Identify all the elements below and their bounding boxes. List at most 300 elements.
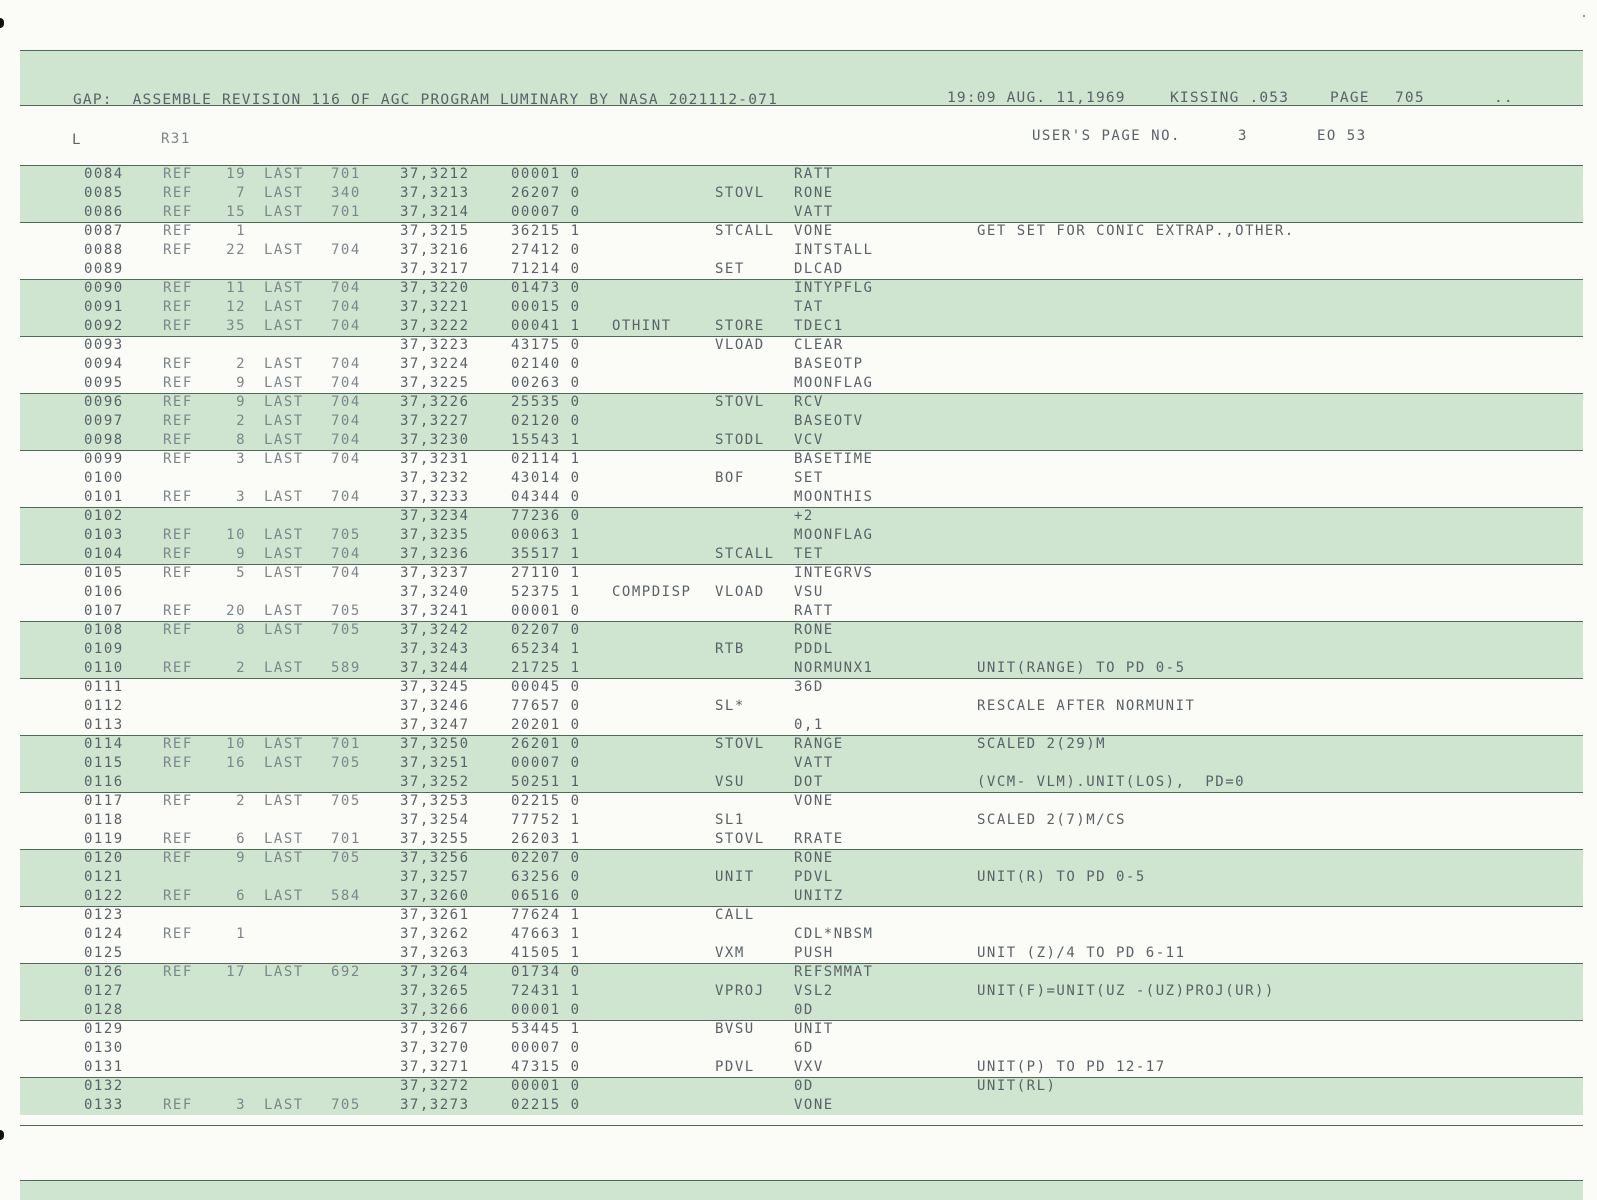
cell-line: 0087 (84, 223, 124, 239)
cell-page: 705 (331, 755, 361, 771)
cell-word: 41505 1 (511, 945, 581, 961)
cell-operand: REFSMMAT (794, 964, 874, 980)
cell-operand: VSU (794, 584, 824, 600)
cell-last: LAST (264, 831, 304, 847)
header-page-number: 705 (1395, 90, 1425, 106)
cell-last: LAST (264, 850, 304, 866)
cell-count: 15 (226, 204, 246, 220)
header-title: GAP: ASSEMBLE REVISION 116 OF AGC PROGRAM LUMINARY BY NASA 2021112-071 (73, 92, 779, 108)
cell-ref: REF (163, 546, 193, 562)
cell-word: 00041 1 (511, 318, 581, 334)
cell-addr: 37,3235 (400, 527, 470, 543)
cell-last: LAST (264, 603, 304, 619)
cell-page: 704 (331, 280, 361, 296)
cell-word: 53445 1 (511, 1021, 581, 1037)
cell-ref: REF (163, 964, 193, 980)
cell-count: 11 (226, 280, 246, 296)
cell-line: 0127 (84, 983, 124, 999)
cell-last: LAST (264, 755, 304, 771)
cell-ref: REF (163, 375, 193, 391)
cell-count: 19 (226, 166, 246, 182)
cell-addr: 37,3220 (400, 280, 470, 296)
cell-ref: REF (163, 356, 193, 372)
table-row (0, 412, 1597, 431)
cell-count: 9 (236, 375, 246, 391)
cell-last: LAST (264, 622, 304, 638)
table-row (0, 203, 1597, 222)
cell-addr: 37,3243 (400, 641, 470, 657)
cell-addr: 37,3213 (400, 185, 470, 201)
cell-count: 8 (236, 432, 246, 448)
cell-addr: 37,3234 (400, 508, 470, 524)
cell-addr: 37,3230 (400, 432, 470, 448)
cell-line: 0091 (84, 299, 124, 315)
cell-addr: 37,3257 (400, 869, 470, 885)
cell-addr: 37,3215 (400, 223, 470, 239)
eo-label: EO 53 (1317, 128, 1367, 144)
cell-addr: 37,3256 (400, 850, 470, 866)
cell-page: 705 (331, 603, 361, 619)
cell-page: 340 (331, 185, 361, 201)
cell-addr: 37,3221 (400, 299, 470, 315)
cell-operand: INTEGRVS (794, 565, 874, 581)
subheader-section: R31 (161, 131, 191, 147)
cell-word: 43014 0 (511, 470, 581, 486)
cell-addr: 37,3232 (400, 470, 470, 486)
cell-count: 12 (226, 299, 246, 315)
cell-line: 0097 (84, 413, 124, 429)
cell-operand: MOONTHIS (794, 489, 874, 505)
cell-last: LAST (264, 489, 304, 505)
cell-addr: 37,3265 (400, 983, 470, 999)
cell-word: 00001 0 (511, 603, 581, 619)
header-page-label: PAGE (1330, 90, 1370, 106)
cell-word: 26203 1 (511, 831, 581, 847)
cell-ref: REF (163, 299, 193, 315)
table-row (0, 222, 1597, 241)
cell-word: 00007 0 (511, 755, 581, 771)
table-row (0, 925, 1597, 944)
cell-count: 20 (226, 603, 246, 619)
cell-page: 704 (331, 394, 361, 410)
cell-addr: 37,3262 (400, 926, 470, 942)
cell-opcode: VLOAD (715, 584, 765, 600)
cell-line: 0124 (84, 926, 124, 942)
table-row (0, 811, 1597, 830)
cell-line: 0125 (84, 945, 124, 961)
cell-last: LAST (264, 451, 304, 467)
cell-word: 27412 0 (511, 242, 581, 258)
cell-opcode: SL1 (715, 812, 745, 828)
cell-word: 15543 1 (511, 432, 581, 448)
cell-line: 0117 (84, 793, 124, 809)
cell-last: LAST (264, 375, 304, 391)
table-row (0, 621, 1597, 640)
cell-operand: 0D (794, 1002, 814, 1018)
table-row (0, 659, 1597, 678)
cell-comment: RESCALE AFTER NORMUNIT (977, 698, 1196, 714)
cell-page: 705 (331, 622, 361, 638)
cell-line: 0090 (84, 280, 124, 296)
cell-word: 00263 0 (511, 375, 581, 391)
cell-line: 0102 (84, 508, 124, 524)
cell-addr: 37,3212 (400, 166, 470, 182)
cell-operand: VONE (794, 223, 834, 239)
table-row (0, 469, 1597, 488)
users-page-number: 3 (1238, 128, 1248, 144)
cell-comment: UNIT(RL) (977, 1078, 1057, 1094)
cell-addr: 37,3260 (400, 888, 470, 904)
cell-ref: REF (163, 394, 193, 410)
cell-page: 704 (331, 432, 361, 448)
table-row (0, 754, 1597, 773)
cell-comment: UNIT(F)=UNIT(UZ -(UZ)PROJ(UR)) (977, 983, 1275, 999)
cell-last: LAST (264, 413, 304, 429)
cell-operand: 0,1 (794, 717, 824, 733)
table-row (0, 697, 1597, 716)
table-row (0, 260, 1597, 279)
cell-page: 705 (331, 850, 361, 866)
cell-line: 0104 (84, 546, 124, 562)
cell-operand: PUSH (794, 945, 834, 961)
cell-count: 16 (226, 755, 246, 771)
cell-page: 704 (331, 451, 361, 467)
cell-ref: REF (163, 223, 193, 239)
cell-line: 0122 (84, 888, 124, 904)
cell-operand: RONE (794, 622, 834, 638)
cell-line: 0106 (84, 584, 124, 600)
cell-ref: REF (163, 926, 193, 942)
header-kissing: KISSING .053 (1170, 90, 1290, 106)
cell-word: 01473 0 (511, 280, 581, 296)
cell-ref: REF (163, 280, 193, 296)
cell-addr: 37,3246 (400, 698, 470, 714)
table-row (0, 393, 1597, 412)
cell-count: 17 (226, 964, 246, 980)
cell-word: 43175 0 (511, 337, 581, 353)
table-row (0, 317, 1597, 336)
cell-addr: 37,3225 (400, 375, 470, 391)
header-top-rule (20, 50, 1583, 51)
cell-addr: 37,3217 (400, 261, 470, 277)
cell-line: 0131 (84, 1059, 124, 1075)
cell-addr: 37,3244 (400, 660, 470, 676)
table-row (0, 507, 1597, 526)
cell-count: 3 (236, 489, 246, 505)
cell-operand: BASEOTV (794, 413, 864, 429)
table-row (0, 640, 1597, 659)
cell-word: 27110 1 (511, 565, 581, 581)
cell-comment: GET SET FOR CONIC EXTRAP.,OTHER. (977, 223, 1295, 239)
cell-word: 26201 0 (511, 736, 581, 752)
cell-ref: REF (163, 1097, 193, 1113)
cell-word: 35517 1 (511, 546, 581, 562)
cell-ref: REF (163, 413, 193, 429)
cell-ref: REF (163, 204, 193, 220)
cell-operand: RRATE (794, 831, 844, 847)
cell-addr: 37,3233 (400, 489, 470, 505)
cell-addr: 37,3264 (400, 964, 470, 980)
cell-last: LAST (264, 964, 304, 980)
table-row (0, 963, 1597, 982)
table-row (0, 184, 1597, 203)
cell-word: 02215 0 (511, 793, 581, 809)
cell-addr: 37,3245 (400, 679, 470, 695)
cell-ref: REF (163, 432, 193, 448)
cell-line: 0133 (84, 1097, 124, 1113)
cell-word: 77657 0 (511, 698, 581, 714)
cell-comment: SCALED 2(29)M (977, 736, 1107, 752)
cell-comment: UNIT (Z)/4 TO PD 6-11 (977, 945, 1186, 961)
cell-word: 00045 0 (511, 679, 581, 695)
cell-line: 0089 (84, 261, 124, 277)
cell-addr: 37,3263 (400, 945, 470, 961)
table-row (0, 716, 1597, 735)
cell-count: 8 (236, 622, 246, 638)
cell-count: 2 (236, 660, 246, 676)
cell-opcode: STOVL (715, 394, 765, 410)
cell-ref: REF (163, 242, 193, 258)
cell-page: 589 (331, 660, 361, 676)
cell-line: 0116 (84, 774, 124, 790)
cell-word: 02140 0 (511, 356, 581, 372)
cell-word: 71214 0 (511, 261, 581, 277)
cell-operand: RATT (794, 603, 834, 619)
cell-operand: RANGE (794, 736, 844, 752)
cell-comment: UNIT(RANGE) TO PD 0-5 (977, 660, 1186, 676)
cell-opcode: STODL (715, 432, 765, 448)
cell-addr: 37,3240 (400, 584, 470, 600)
table-row (0, 165, 1597, 184)
table-row (0, 773, 1597, 792)
cell-ref: REF (163, 793, 193, 809)
cell-last: LAST (264, 736, 304, 752)
cell-operand: SET (794, 470, 824, 486)
cell-operand: VCV (794, 432, 824, 448)
header-timestamp: 19:09 AUG. 11,1969 (947, 90, 1126, 106)
cell-ref: REF (163, 603, 193, 619)
cell-count: 3 (236, 1097, 246, 1113)
cell-operand: VSL2 (794, 983, 834, 999)
cell-line: 0096 (84, 394, 124, 410)
cell-addr: 37,3273 (400, 1097, 470, 1113)
cell-opcode: VLOAD (715, 337, 765, 353)
cell-addr: 37,3223 (400, 337, 470, 353)
table-row (0, 906, 1597, 925)
cell-count: 35 (226, 318, 246, 334)
cell-count: 1 (236, 223, 246, 239)
cell-operand: 6D (794, 1040, 814, 1056)
cell-page: 704 (331, 356, 361, 372)
cell-ref: REF (163, 489, 193, 505)
cell-ref: REF (163, 318, 193, 334)
cell-word: 52375 1 (511, 584, 581, 600)
cell-word: 63256 0 (511, 869, 581, 885)
cell-ref: REF (163, 622, 193, 638)
cell-word: 25535 0 (511, 394, 581, 410)
table-row (0, 868, 1597, 887)
cell-line: 0086 (84, 204, 124, 220)
cell-addr: 37,3224 (400, 356, 470, 372)
listing-end-rule (20, 1125, 1583, 1126)
cell-ref: REF (163, 527, 193, 543)
cell-word: 00007 0 (511, 1040, 581, 1056)
cell-addr: 37,3222 (400, 318, 470, 334)
cell-line: 0112 (84, 698, 124, 714)
cell-page: 704 (331, 489, 361, 505)
cell-count: 22 (226, 242, 246, 258)
cell-addr: 37,3251 (400, 755, 470, 771)
cell-last: LAST (264, 1097, 304, 1113)
cell-operand: UNIT (794, 1021, 834, 1037)
cell-operand: NORMUNX1 (794, 660, 874, 676)
cell-count: 6 (236, 888, 246, 904)
cell-last: LAST (264, 888, 304, 904)
cell-operand: UNITZ (794, 888, 844, 904)
cell-line: 0132 (84, 1078, 124, 1094)
cell-ref: REF (163, 850, 193, 866)
cell-addr: 37,3271 (400, 1059, 470, 1075)
cell-word: 47663 1 (511, 926, 581, 942)
cell-page: 704 (331, 242, 361, 258)
table-row (0, 982, 1597, 1001)
cell-addr: 37,3261 (400, 907, 470, 923)
table-row (0, 1058, 1597, 1077)
cell-addr: 37,3252 (400, 774, 470, 790)
cell-ref: REF (163, 755, 193, 771)
cell-opcode: VXM (715, 945, 745, 961)
cell-addr: 37,3226 (400, 394, 470, 410)
cell-addr: 37,3237 (400, 565, 470, 581)
table-row (0, 564, 1597, 583)
cell-line: 0099 (84, 451, 124, 467)
cell-opcode: STOVL (715, 736, 765, 752)
cell-page: 584 (331, 888, 361, 904)
cell-page: 701 (331, 831, 361, 847)
cell-line: 0101 (84, 489, 124, 505)
cell-operand: PDDL (794, 641, 834, 657)
cell-operand: VATT (794, 755, 834, 771)
cell-opcode: STOVL (715, 831, 765, 847)
cell-comment: UNIT(R) TO PD 0-5 (977, 869, 1146, 885)
cell-page: 704 (331, 565, 361, 581)
cell-operand: 0D (794, 1078, 814, 1094)
cell-line: 0128 (84, 1002, 124, 1018)
cell-word: 00001 0 (511, 1002, 581, 1018)
table-row (0, 355, 1597, 374)
cell-last: LAST (264, 660, 304, 676)
cell-word: 77624 1 (511, 907, 581, 923)
users-page-label: USER'S PAGE NO. (1032, 128, 1181, 144)
cell-label: COMPDISP (612, 584, 692, 600)
cell-page: 705 (331, 527, 361, 543)
subheader-left-code: L (72, 132, 82, 148)
cell-last: LAST (264, 356, 304, 372)
table-row (0, 1039, 1597, 1058)
cell-last: LAST (264, 432, 304, 448)
cell-ref: REF (163, 831, 193, 847)
cell-operand: INTYPFLG (794, 280, 874, 296)
table-row (0, 336, 1597, 355)
cell-operand: VATT (794, 204, 834, 220)
cell-word: 20201 0 (511, 717, 581, 733)
cell-last: LAST (264, 394, 304, 410)
cell-line: 0114 (84, 736, 124, 752)
cell-addr: 37,3266 (400, 1002, 470, 1018)
cell-opcode: STCALL (715, 223, 775, 239)
cell-count: 10 (226, 736, 246, 752)
cell-page: 692 (331, 964, 361, 980)
cell-operand: MOONFLAG (794, 527, 874, 543)
cell-addr: 37,3236 (400, 546, 470, 562)
cell-line: 0123 (84, 907, 124, 923)
cell-ref: REF (163, 185, 193, 201)
cell-comment: SCALED 2(7)M/CS (977, 812, 1126, 828)
table-row (0, 450, 1597, 469)
cell-line: 0103 (84, 527, 124, 543)
table-row (0, 241, 1597, 260)
cell-addr: 37,3247 (400, 717, 470, 733)
cell-word: 77752 1 (511, 812, 581, 828)
cell-ref: REF (163, 736, 193, 752)
cell-line: 0115 (84, 755, 124, 771)
cell-line: 0085 (84, 185, 124, 201)
table-row (0, 526, 1597, 545)
cell-count: 10 (226, 527, 246, 543)
cell-comment: UNIT(P) TO PD 12-17 (977, 1059, 1166, 1075)
cell-operand: +2 (794, 508, 814, 524)
cell-word: 01734 0 (511, 964, 581, 980)
cell-addr: 37,3250 (400, 736, 470, 752)
cell-operand: CLEAR (794, 337, 844, 353)
cell-ref: REF (163, 660, 193, 676)
cell-last: LAST (264, 793, 304, 809)
cell-line: 0130 (84, 1040, 124, 1056)
cell-line: 0121 (84, 869, 124, 885)
cell-page: 705 (331, 793, 361, 809)
cell-operand: VXV (794, 1059, 824, 1075)
cell-page: 701 (331, 204, 361, 220)
cell-word: 02120 0 (511, 413, 581, 429)
cell-line: 0084 (84, 166, 124, 182)
cell-operand: RCV (794, 394, 824, 410)
cell-word: 77236 0 (511, 508, 581, 524)
cell-operand: VONE (794, 793, 834, 809)
cell-word: 00001 0 (511, 166, 581, 182)
cell-last: LAST (264, 280, 304, 296)
cell-line: 0107 (84, 603, 124, 619)
cell-line: 0109 (84, 641, 124, 657)
cell-operand: VONE (794, 1097, 834, 1113)
cell-word: 02114 1 (511, 451, 581, 467)
cell-line: 0105 (84, 565, 124, 581)
cell-word: 00063 1 (511, 527, 581, 543)
cell-line: 0111 (84, 679, 124, 695)
cell-operand: RATT (794, 166, 834, 182)
cell-operand: CDL*NBSM (794, 926, 874, 942)
cell-line: 0110 (84, 660, 124, 676)
cell-word: 00015 0 (511, 299, 581, 315)
cell-addr: 37,3216 (400, 242, 470, 258)
cell-operand: 36D (794, 679, 824, 695)
table-row (0, 602, 1597, 621)
cell-label: OTHINT (612, 318, 672, 334)
cell-page: 705 (331, 1097, 361, 1113)
cell-count: 2 (236, 356, 246, 372)
cell-line: 0129 (84, 1021, 124, 1037)
cell-addr: 37,3254 (400, 812, 470, 828)
table-row (0, 887, 1597, 906)
